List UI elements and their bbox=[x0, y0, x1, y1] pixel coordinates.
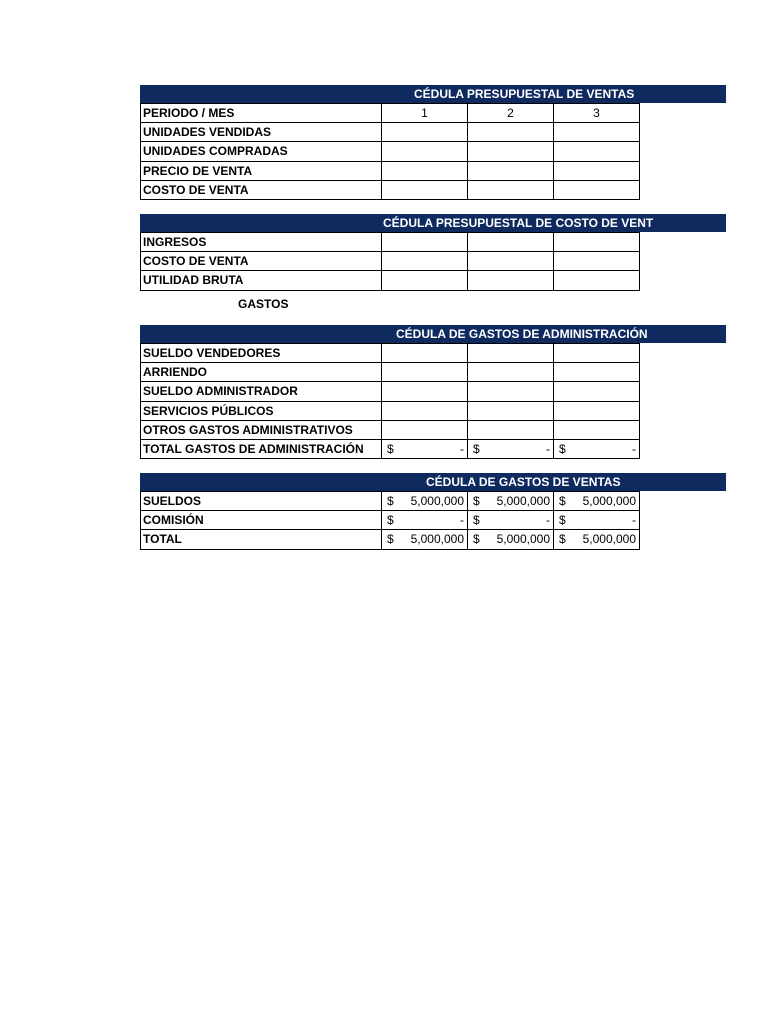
money-cell[interactable] bbox=[468, 511, 554, 529]
amount: 5,000,000 bbox=[496, 532, 550, 547]
total-row bbox=[140, 440, 640, 459]
table-row bbox=[140, 232, 640, 252]
currency-symbol: $ bbox=[473, 532, 480, 547]
value-cell[interactable] bbox=[468, 402, 554, 420]
table-row bbox=[140, 162, 640, 181]
money-cell[interactable] bbox=[382, 440, 468, 458]
value-cell[interactable] bbox=[382, 233, 468, 251]
table-row bbox=[140, 382, 640, 401]
row-label[interactable]: UNIDADES VENDIDAS bbox=[141, 123, 382, 141]
value-cell[interactable] bbox=[554, 233, 640, 251]
money-cell[interactable] bbox=[382, 511, 468, 529]
amount: 5,000,000 bbox=[410, 494, 464, 508]
value-cell[interactable] bbox=[468, 123, 554, 141]
currency-symbol: $ bbox=[387, 494, 394, 508]
currency-symbol: $ bbox=[387, 441, 394, 456]
money-cell[interactable] bbox=[554, 530, 640, 548]
table-row bbox=[140, 103, 640, 123]
gventas-table bbox=[140, 491, 640, 550]
amount: 5,000,000 bbox=[496, 494, 550, 508]
period-col-1[interactable]: 1 bbox=[382, 104, 468, 122]
currency-symbol: $ bbox=[473, 513, 480, 528]
value-cell[interactable] bbox=[554, 402, 640, 420]
value-cell[interactable] bbox=[468, 421, 554, 439]
value-cell[interactable] bbox=[382, 123, 468, 141]
money-cell[interactable] bbox=[554, 492, 640, 510]
currency-symbol: $ bbox=[559, 441, 566, 456]
row-label[interactable]: SUELDOS bbox=[141, 492, 382, 510]
costo-title: CÉDULA PRESUPUESTAL DE COSTO DE VENT bbox=[383, 216, 654, 230]
value-cell[interactable] bbox=[382, 252, 468, 270]
table-row bbox=[140, 491, 640, 511]
row-label[interactable]: SERVICIOS PÚBLICOS bbox=[141, 402, 382, 420]
row-label[interactable]: UNIDADES COMPRADAS bbox=[141, 142, 382, 160]
admin-title-band bbox=[140, 325, 726, 343]
amount: - bbox=[632, 441, 636, 456]
period-col-3[interactable]: 3 bbox=[554, 104, 640, 122]
value-cell[interactable] bbox=[468, 233, 554, 251]
value-cell[interactable] bbox=[554, 181, 640, 199]
total-label[interactable]: TOTAL GASTOS DE ADMINISTRACIÓN bbox=[141, 440, 382, 458]
table-row bbox=[140, 142, 640, 161]
value-cell[interactable] bbox=[554, 162, 640, 180]
amount: - bbox=[460, 513, 464, 528]
currency-symbol: $ bbox=[559, 513, 566, 528]
money-cell[interactable] bbox=[468, 530, 554, 548]
value-cell[interactable] bbox=[468, 162, 554, 180]
value-cell[interactable] bbox=[554, 123, 640, 141]
value-cell[interactable] bbox=[554, 344, 640, 362]
value-cell[interactable] bbox=[554, 421, 640, 439]
amount: - bbox=[546, 441, 550, 456]
money-cell[interactable] bbox=[554, 511, 640, 529]
currency-symbol: $ bbox=[473, 441, 480, 456]
costo-table bbox=[140, 232, 640, 291]
amount: - bbox=[632, 513, 636, 528]
table-row bbox=[140, 181, 640, 200]
gventas-title: CÉDULA DE GASTOS DE VENTAS bbox=[426, 475, 621, 489]
ventas-title-band bbox=[140, 85, 726, 103]
currency-symbol: $ bbox=[559, 532, 566, 547]
table-row bbox=[140, 343, 640, 363]
admin-table bbox=[140, 343, 640, 459]
amount: - bbox=[460, 441, 464, 456]
value-cell[interactable] bbox=[382, 382, 468, 400]
value-cell[interactable] bbox=[554, 252, 640, 270]
value-cell[interactable] bbox=[382, 142, 468, 160]
row-label[interactable]: PRECIO DE VENTA bbox=[141, 162, 382, 180]
value-cell[interactable] bbox=[382, 421, 468, 439]
value-cell[interactable] bbox=[382, 181, 468, 199]
table-row bbox=[140, 271, 640, 290]
currency-symbol: $ bbox=[559, 494, 566, 508]
admin-title: CÉDULA DE GASTOS DE ADMINISTRACIÓN bbox=[396, 327, 648, 341]
value-cell[interactable] bbox=[468, 181, 554, 199]
row-label[interactable]: ARRIENDO bbox=[141, 363, 382, 381]
currency-symbol: $ bbox=[387, 532, 394, 547]
costo-title-band bbox=[140, 214, 726, 232]
row-label[interactable]: TOTAL bbox=[141, 530, 382, 548]
value-cell[interactable] bbox=[468, 271, 554, 289]
currency-symbol: $ bbox=[473, 494, 480, 508]
table-row bbox=[140, 363, 640, 382]
amount: 5,000,000 bbox=[582, 532, 636, 547]
value-cell[interactable] bbox=[554, 382, 640, 400]
value-cell[interactable] bbox=[554, 271, 640, 289]
row-label[interactable]: UTILIDAD BRUTA bbox=[141, 271, 382, 289]
amount: 5,000,000 bbox=[582, 494, 636, 508]
value-cell[interactable] bbox=[382, 402, 468, 420]
row-label[interactable]: OTROS GASTOS ADMINISTRATIVOS bbox=[141, 421, 382, 439]
gastos-label[interactable]: GASTOS bbox=[238, 297, 289, 311]
table-row bbox=[140, 421, 640, 440]
ventas-table bbox=[140, 103, 640, 200]
value-cell[interactable] bbox=[382, 271, 468, 289]
money-cell[interactable] bbox=[554, 440, 640, 458]
row-label[interactable]: COSTO DE VENTA bbox=[141, 181, 382, 199]
ventas-title: CÉDULA PRESUPUESTAL DE VENTAS bbox=[414, 87, 635, 101]
value-cell[interactable] bbox=[468, 252, 554, 270]
money-cell[interactable] bbox=[382, 492, 468, 510]
currency-symbol: $ bbox=[387, 513, 394, 528]
value-cell[interactable] bbox=[468, 382, 554, 400]
gventas-title-band bbox=[140, 473, 726, 491]
row-label[interactable]: SUELDO ADMINISTRADOR bbox=[141, 382, 382, 400]
table-row bbox=[140, 402, 640, 421]
amount: 5,000,000 bbox=[410, 532, 464, 547]
row-label[interactable]: SUELDO VENDEDORES bbox=[141, 344, 382, 362]
money-cell[interactable] bbox=[382, 530, 468, 548]
value-cell[interactable] bbox=[468, 142, 554, 160]
row-label[interactable]: INGRESOS bbox=[141, 233, 382, 251]
money-cell[interactable] bbox=[468, 440, 554, 458]
value-cell[interactable] bbox=[382, 162, 468, 180]
value-cell[interactable] bbox=[382, 363, 468, 381]
value-cell[interactable] bbox=[382, 344, 468, 362]
table-row bbox=[140, 252, 640, 271]
money-cell[interactable] bbox=[468, 492, 554, 510]
period-col-2[interactable]: 2 bbox=[468, 104, 554, 122]
table-row bbox=[140, 511, 640, 530]
value-cell[interactable] bbox=[554, 363, 640, 381]
amount: - bbox=[546, 513, 550, 528]
table-row bbox=[140, 123, 640, 142]
value-cell[interactable] bbox=[468, 363, 554, 381]
row-label[interactable]: COMISIÓN bbox=[141, 511, 382, 529]
total-row bbox=[140, 530, 640, 549]
value-cell[interactable] bbox=[554, 142, 640, 160]
row-label[interactable]: COSTO DE VENTA bbox=[141, 252, 382, 270]
value-cell[interactable] bbox=[468, 344, 554, 362]
period-label[interactable]: PERIODO / MES bbox=[141, 104, 382, 122]
